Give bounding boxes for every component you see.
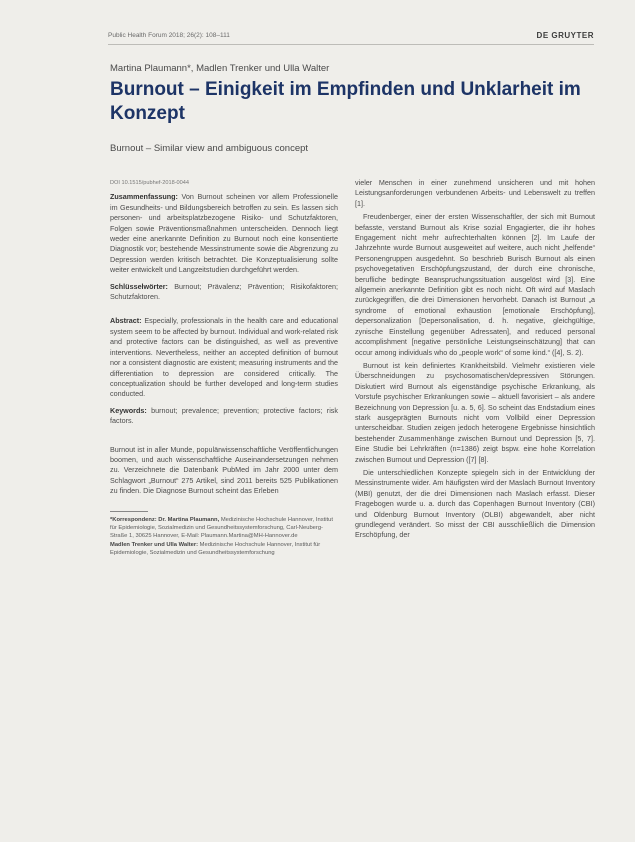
running-header	[108, 30, 594, 45]
zusammenfassung-text: Von Burnout scheinen vor allem Professionelle im Gesundheits- und Bildungsbereich betroffen zu sein. Es lassen sich personen- und arbeitsplatzbezogene Risiko- und Schutzfaktoren, Folgen sowie Präventionsmaßnahmen unterscheiden. Dennoch liegt weder eine anerkannte Definition zu Burnout noch eine konsentierte Diagnostik vor; bestehende Messinstrumente sowie die Abgrenzung zu Depression werden kritisch betrachtet. Die Konzeptualisierung sollte weiter entwickelt und Langzeitstudien durchgeführt werden.	[110, 192, 338, 275]
body-intro-paragraph: Burnout ist in aller Munde, populärwissenschaftliche Veröffentlichungen boomen, und auch wissenschaftliche Auseinandersetzungen nehmen zu. Verzeichnete die Datenbank PubMed im Jahr 2000 unter dem Schlagwort „Burnout“ 275 Artikel, sind 2011 bereits 525 Publikationen zu finden. Die Diagnose Burnout scheint das Erleben	[110, 444, 338, 496]
abstract-label: Abstract:	[110, 316, 142, 326]
schluesselwoerter-text: Burnout; Prävalenz; Prävention; Risikofaktoren; Schutzfaktoren.	[110, 281, 338, 302]
keywords	[110, 406, 338, 427]
journal-citation: Public Health Forum 2018; 26(2): 108–111	[108, 32, 230, 39]
zusammenfassung-label: Zusammenfassung:	[110, 192, 178, 202]
keywords-label: Keywords:	[110, 405, 147, 415]
schluesselwoerter	[110, 282, 338, 303]
footnote-label-2: Madlen Trenker und Ulla Walter:	[110, 541, 199, 548]
footnote-label: *Korrespondenz: Dr. Martina Plaumann,	[110, 516, 220, 523]
abstract	[110, 316, 338, 399]
schluesselwoerter-label: Schlüsselwörter:	[110, 281, 168, 291]
body-paragraph: Burnout ist kein definiertes Krankheitsbild. Vielmehr existieren viele Überschneidungen zu psychosomatischen/depressiven Störungen. Diskutiert wird Burnout als eigenständige psychische Erkrankung, als Vorstufe psychischer Erkrankungen sowie – aktuell favorisiert – als andere Bezeichnung von Depression [u. a. 5, 6]. So scheint das Endstadium eines stark ausgeprägten Burnouts nicht vom Vollbild einer Depression unterscheidbar. Studien zeigen jedoch heterogene Ergebnisse hinsichtlich bestehender Zusammenhänge zwischen Burnout und Depression [5, 7]. Eine Studie bei Lehrkräften (n=1386) zeigt bspw. eine hohe Korrelation zwischen Burnout und Depression ([7] [8].	[355, 360, 595, 464]
footnote-text-2: Medizinische Hochschule Hannover, Institut für Epidemiologie, Sozialmedizin und Gesundheitssystemforschung	[110, 541, 321, 557]
zusammenfassung	[110, 192, 338, 275]
left-column	[110, 178, 338, 558]
body-paragraph: Freudenberger, einer der ersten Wissenschaftler, der sich mit Burnout befasste, verstand Burnout als Krise sozial Engagierter, die ihr hohes Engagement nicht mehr aufrechterhalten können [2]. Im Laufe der Jahrzehnte wurde Burnout ausgeweitet auf weitere, auch nicht „helfende“ Personengruppen ausgedehnt. So beschrieb Burisch Burnout als einen psychovegetativen Erschöpfungszustand, der durch eine chronische, berufliche bedingte Beanspruchungssituation ausgelöst wird [3]. Eine allgemein anerkannte Definition gibt es noch nicht. Oft wird auf Maslach zurückgegriffen, die drei Dimensionen hervorhebt. Danach ist Burnout „a syndrome of emotional exhaustion [emotionale Erschöpfung], depersonalization [Depersonalisation, d. h. negative, gleichgültige, zynische Einstellung gegenüber Adressaten], and reduced personal accomplishment [negative persönliche Leistungseinschätzung] that can occur among individuals who do „people work“ of some kind.“ ([4], S. 2).	[355, 212, 595, 357]
correspondence-footnote	[110, 516, 338, 558]
keywords-text: burnout; prevalence; prevention; protective factors; risk factors.	[110, 405, 338, 426]
footnote-text: Medizinische Hochschule Hannover, Institut für Epidemiologie, Sozialmedizin und Gesundheitssystemforschung, Carl-Neuberg-Straße 1, 30625 Hannover, E-Mail: Plaumann.Martina@MH-Hannover.de	[110, 516, 333, 540]
article-subtitle: Burnout – Similar view and ambiguous concept	[110, 143, 309, 154]
doi: DOI 10.1515/pubhef-2018-0044	[110, 180, 189, 186]
footnote-divider	[110, 511, 148, 512]
article-title: Burnout – Einigkeit im Empfinden und Unklarheit im Konzept	[110, 79, 581, 124]
publisher-logo: DE GRUYTER	[536, 31, 594, 40]
body-paragraph: Die unterschiedlichen Konzepte spiegeln sich in der Entwicklung der Messinstrumente wider. Am häufigsten wird der Maslach Burnout Inventory (MBI) genutzt, der die drei Dimensionen nach Maslach erfasst. Dieser Fragebogen wurde u. a. durch das Copenhagen Burnout Inventory (CBI) und Oldenburg Burnout Inventory (OLBI) abgewandelt, aber nicht grundlegend verändert. So misst der CBI ausschließlich die Dimension Erschöpfung, der	[355, 467, 595, 540]
right-column	[355, 178, 595, 544]
body-paragraph: vieler Menschen in einer zunehmend unsicheren und mit hohen Leistungsanforderungen verbundenen Arbeits- und Lebenswelt zu treffen [1].	[355, 178, 595, 208]
author-line: Martina Plaumann*, Madlen Trenker und Ulla Walter	[110, 63, 330, 74]
abstract-text: Especially, professionals in the health care and educational system seem to be affected by burnout. Individual and work-related risk and protective factors can be distinguished, as well as preventive interventions. Nevertheless, neither an accepted definition of burnout nor a consistent diagnostic are existent; measuring instruments and the differentiation to depression are considered critically. The conceptualization should be further developed and long-term studies conducted.	[110, 316, 338, 399]
